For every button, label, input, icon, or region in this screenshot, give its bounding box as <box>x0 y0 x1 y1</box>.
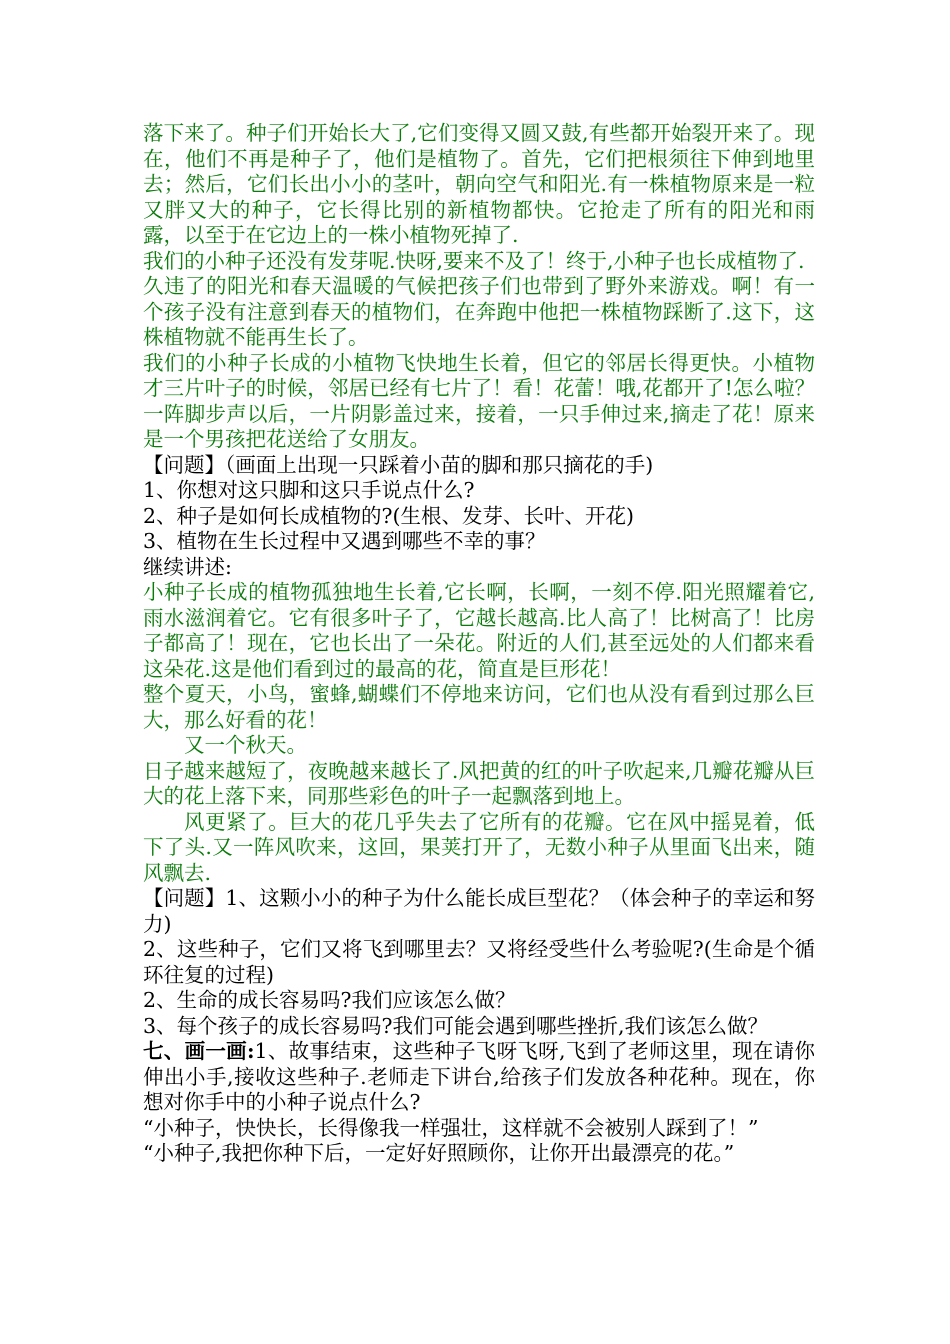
story-paragraph: 整个夏天，小鸟，蜜蜂,蝴蝶们不停地来访问，它们也从没有看到过那么巨大，那么好看的花！ <box>143 682 815 732</box>
question-item: 3、植物在生长过程中又遇到哪些不幸的事？ <box>143 529 546 553</box>
story-paragraph: 我们的小种子长成的小植物飞快地生长着，但它的邻居长得更快。小植物才三片叶子的时候，邻居已经有七片了！看！花蕾！哦,花都开了!怎么啦？一阵脚步声以后，一片阴影盖过来，接着，一只手伸过来,摘走了花！原来是一个男孩把花送给了女朋友。 <box>143 350 815 451</box>
activity-heading: 七、画一画: <box>143 1039 255 1063</box>
story-paragraph: 日子越来越短了，夜晚越来越长了.风把黄的红的叶子吹起来,几瓣花瓣从巨大的花上落下来，同那些彩色的叶子一起飘落到地上。 <box>143 758 815 808</box>
story-paragraph: 落下来了。种子们开始长大了,它们变得又圆又鼓,有些都开始裂开来了。现在，他们不再是种子了，他们是植物了。首先，它们把根须往下伸到地里去；然后，它们长出小小的茎叶，朝向空气和阳光.有一株植物原来是一粒又胖又大的种子，它长得比别的新植物都快。它抢走了所有的阳光和雨露，以至于在它边上的一株小植物死掉了. <box>143 121 815 247</box>
story-paragraph: 风更紧了。巨大的花几乎失去了它所有的花瓣。它在风中摇晃着，低下了头.又一阵风吹来，这回，果荚打开了，无数小种子从里面飞出来，随风飘去. <box>143 809 815 885</box>
story-paragraph: 我们的小种子还没有发芽呢.快呀,要来不及了！终于,小种子也长成植物了. <box>143 248 805 273</box>
question-heading: 【问题】（画面上出现一只踩着小苗的脚和那只摘花的手) <box>143 452 654 477</box>
activity-text: 1、故事结束，这些种子飞呀飞呀,飞到了老师这里，现在请你伸出小手,接收这些种子.老师走下讲台,给孩子们发放各种花种。现在，你想对你手中的小种子说点什么? <box>143 1039 815 1114</box>
question-item: 2、种子是如何长成植物的?(生根、发芽、长叶、开花) <box>143 503 635 528</box>
continue-label: 继续讲述: <box>143 554 232 579</box>
question-item: 1、你想对这只脚和这只手说点什么? <box>143 478 475 502</box>
question-item: 2、这些种子，它们又将飞到哪里去？又将经受些什么考验呢?(生命是个循环往复的过程) <box>143 937 815 987</box>
question-item: 2、生命的成长容易吗?我们应该怎么做？ <box>143 988 516 1012</box>
activity-paragraph <box>143 1039 815 1116</box>
story-paragraph: 小种子长成的植物孤独地生长着,它长啊，长啊，一刻不停.阳光照耀着它,雨水滋润着它。它有很多叶子了，它越长越高.比人高了！比树高了！比房子都高了！现在，它也长出了一朵花。附近的人们,甚至远处的人们都来看这朵花.这是他们看到过的最高的花，简直是巨形花！ <box>143 580 815 681</box>
question-heading: 【问题】1、这颗小小的种子为什么能长成巨型花？（体会种子的幸运和努力) <box>143 886 815 936</box>
story-paragraph: 久违了的阳光和春天温暖的气候把孩子们也带到了野外来游戏。啊！有一个孩子没有注意到春天的植物们，在奔跑中他把一株植物踩断了.这下，这株植物就不能再生长了。 <box>143 274 815 349</box>
quote-paragraph: “小种子,我把你种下后，一定好好照顾你，让你开出最漂亮的花。” <box>143 1141 735 1165</box>
question-item: 3、每个孩子的成长容易吗?我们可能会遇到哪些挫折,我们该怎么做？ <box>143 1013 769 1038</box>
story-paragraph: 又一个秋天。 <box>184 733 307 757</box>
quote-paragraph: “小种子，快快长，长得像我一样强壮，这样就不会被别人踩到了！” <box>143 1115 759 1140</box>
document-page <box>143 121 815 1167</box>
